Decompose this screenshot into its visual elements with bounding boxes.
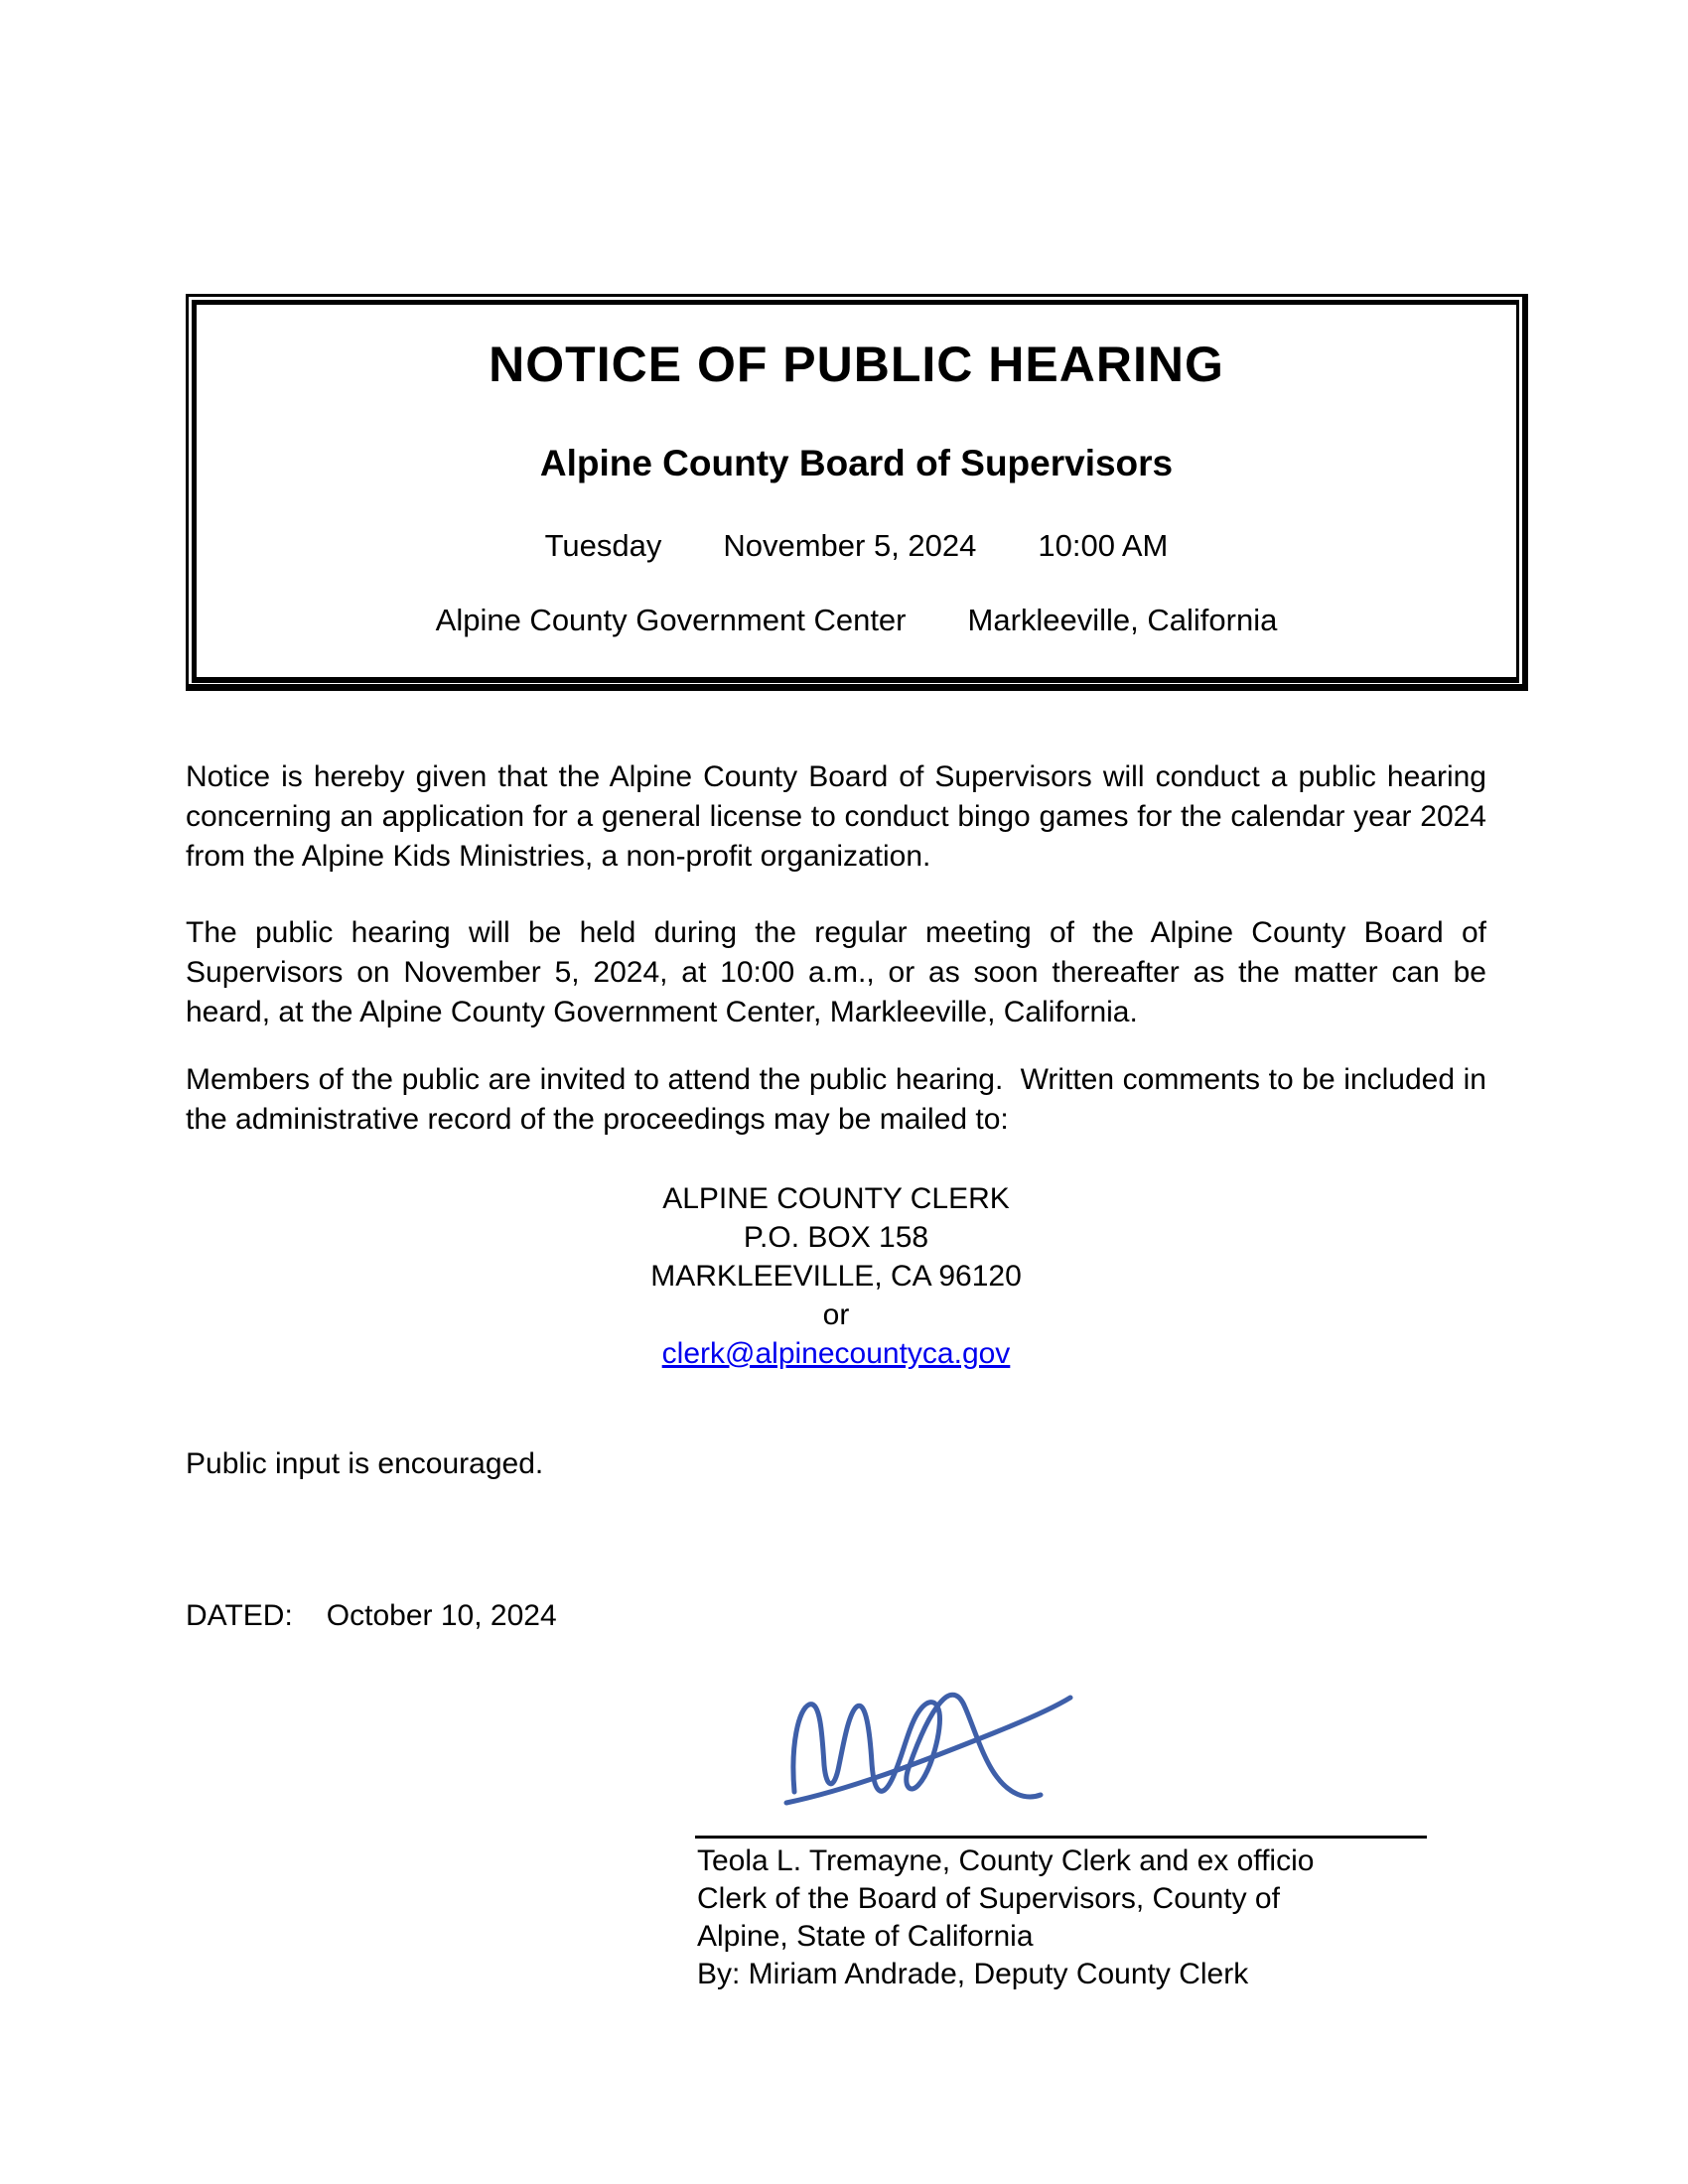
hearing-date-row	[197, 527, 1516, 564]
notice-paragraph-2: The public hearing will be held during the regular meeting of the Alpine County Board of Supervisors on November 5, 2024, at 10:00 a.m., or as soon thereafter as the matter can be heard, at the Alpine County Government Center, Markleeville, California.	[186, 916, 1495, 1028]
hearing-venue: Alpine County Government Center	[435, 603, 907, 637]
signer-line-3: Alpine, State of California	[697, 1920, 1034, 1953]
dated-date: October 10, 2024	[326, 1599, 557, 1632]
hearing-day: Tuesday	[544, 528, 662, 563]
hearing-time: 10:00 AM	[1038, 528, 1169, 563]
notice-header-box	[186, 294, 1528, 691]
signer-line-1: Teola L. Tremayne, County Clerk and ex officio	[697, 1844, 1315, 1877]
notice-paragraph-3: Members of the public are invited to attend the public hearing. Written comments to be included in the administrative record of the proceedings may be mailed to:	[186, 1063, 1495, 1136]
email-link-row	[186, 1334, 1486, 1373]
signer-line-4: By: Miriam Andrade, Deputy County Clerk	[697, 1958, 1249, 1990]
dated-row	[186, 1596, 557, 1636]
clerk-email-link[interactable]: clerk@alpinecountyca.gov	[661, 1337, 1011, 1370]
signer-line-2: Clerk of the Board of Supervisors, County of	[697, 1882, 1280, 1915]
notice-subtitle: Alpine County Board of Supervisors	[539, 443, 1174, 483]
mailing-city-state-zip: MARKLEEVILLE, CA 96120	[650, 1260, 1022, 1293]
notice-header-box-inner	[192, 300, 1519, 683]
mailing-address-block	[186, 1179, 1486, 1373]
signature-stroke-letters	[793, 1695, 1041, 1797]
hearing-city: Markleeville, California	[967, 603, 1278, 637]
public-input-note: Public input is encouraged.	[186, 1447, 544, 1480]
signature	[765, 1668, 1102, 1827]
mailing-recipient: ALPINE COUNTY CLERK	[662, 1182, 1010, 1215]
hearing-date: November 5, 2024	[723, 528, 977, 563]
signature-stroke-flourish	[786, 1698, 1070, 1803]
notice-paragraph-1: Notice is hereby given that the Alpine County Board of Supervisors will conduct a public hearing concerning an application for a general license to conduct bingo games for the calendar year 2024 from the Alpine Kids Ministries, a non-profit organization.	[186, 760, 1495, 873]
mailing-separator: or	[822, 1298, 850, 1331]
signature-line	[695, 1836, 1427, 1839]
dated-label: DATED:	[186, 1599, 293, 1632]
signer-block	[697, 1843, 1314, 1993]
notice-title: NOTICE OF PUBLIC HEARING	[489, 337, 1224, 392]
hearing-location-row	[197, 602, 1516, 638]
mailing-po-box: P.O. BOX 158	[743, 1221, 929, 1254]
